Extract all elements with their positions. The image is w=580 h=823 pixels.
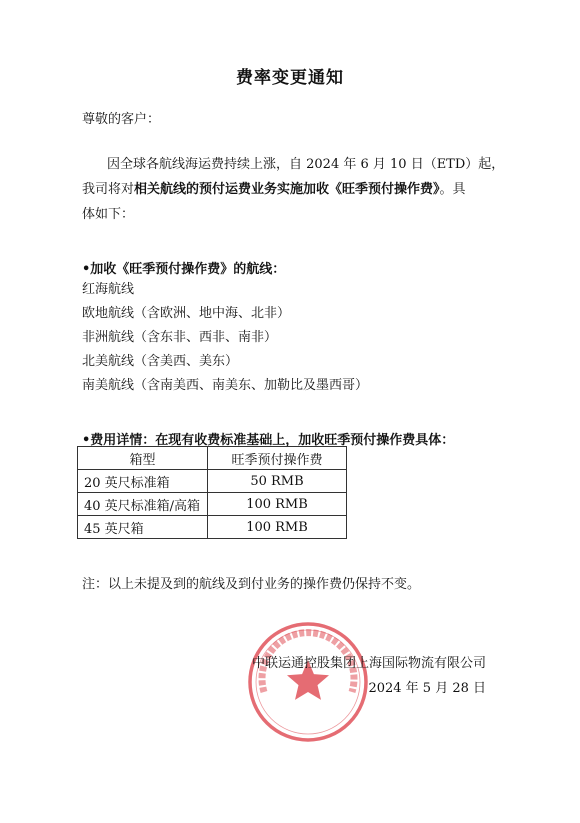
document-title: 费率变更通知 bbox=[236, 68, 344, 88]
table-row bbox=[78, 516, 347, 539]
cell-fee: 100 RMB bbox=[208, 516, 347, 539]
table-row bbox=[78, 493, 347, 516]
cell-container-type: 45 英尺箱 bbox=[78, 516, 208, 539]
table-header-row bbox=[78, 447, 347, 470]
signature-date: 2024 年 5 月 28 日 bbox=[368, 681, 486, 696]
intro-line-3: 体如下： bbox=[82, 207, 135, 222]
signatory-company: 中联运通控股集团上海国际物流有限公司 bbox=[251, 656, 486, 671]
intro-line-2 bbox=[82, 182, 466, 198]
intro-prefix: 我司将对 bbox=[82, 182, 135, 197]
route-item: 欧地航线（含欧洲、地中海、北非） bbox=[82, 306, 291, 321]
route-item: 红海航线 bbox=[82, 282, 135, 297]
route-item: 南美航线（含南美西、南美东、加勒比及墨西哥） bbox=[82, 378, 369, 393]
cell-container-type: 20 英尺标准箱 bbox=[78, 470, 208, 493]
route-item: 北美航线（含美西、美东） bbox=[82, 354, 239, 369]
header-fee: 旺季预付操作费 bbox=[208, 447, 347, 470]
fees-heading: •费用详情：在现有收费标准基础上，加收旺季预付操作费具体： bbox=[82, 433, 455, 448]
cell-container-type: 40 英尺标准箱/高箱 bbox=[78, 493, 208, 516]
intro-bold-text: 相关航线的预付运费业务实施加收《旺季预付操作费》 bbox=[134, 182, 440, 197]
greeting: 尊敬的客户： bbox=[82, 112, 161, 127]
cell-fee: 100 RMB bbox=[208, 493, 347, 516]
company-seal-stamp bbox=[246, 620, 370, 744]
fee-table bbox=[77, 446, 347, 539]
intro-line-1: 因全球各航线海运费持续上涨，自 2024 年 6 月 10 日（ETD）起， bbox=[107, 157, 505, 172]
cell-fee: 50 RMB bbox=[208, 470, 347, 493]
route-item: 非洲航线（含东非、西非、南非） bbox=[82, 330, 278, 345]
table-row bbox=[78, 470, 347, 493]
header-container-type: 箱型 bbox=[78, 447, 208, 470]
footnote: 注：以上未提及到的航线及到付业务的操作费仍保持不变。 bbox=[82, 577, 421, 592]
routes-list bbox=[82, 282, 368, 402]
routes-heading: •加收《旺季预付操作费》的航线： bbox=[82, 262, 286, 277]
intro-suffix: 。具 bbox=[439, 182, 466, 197]
